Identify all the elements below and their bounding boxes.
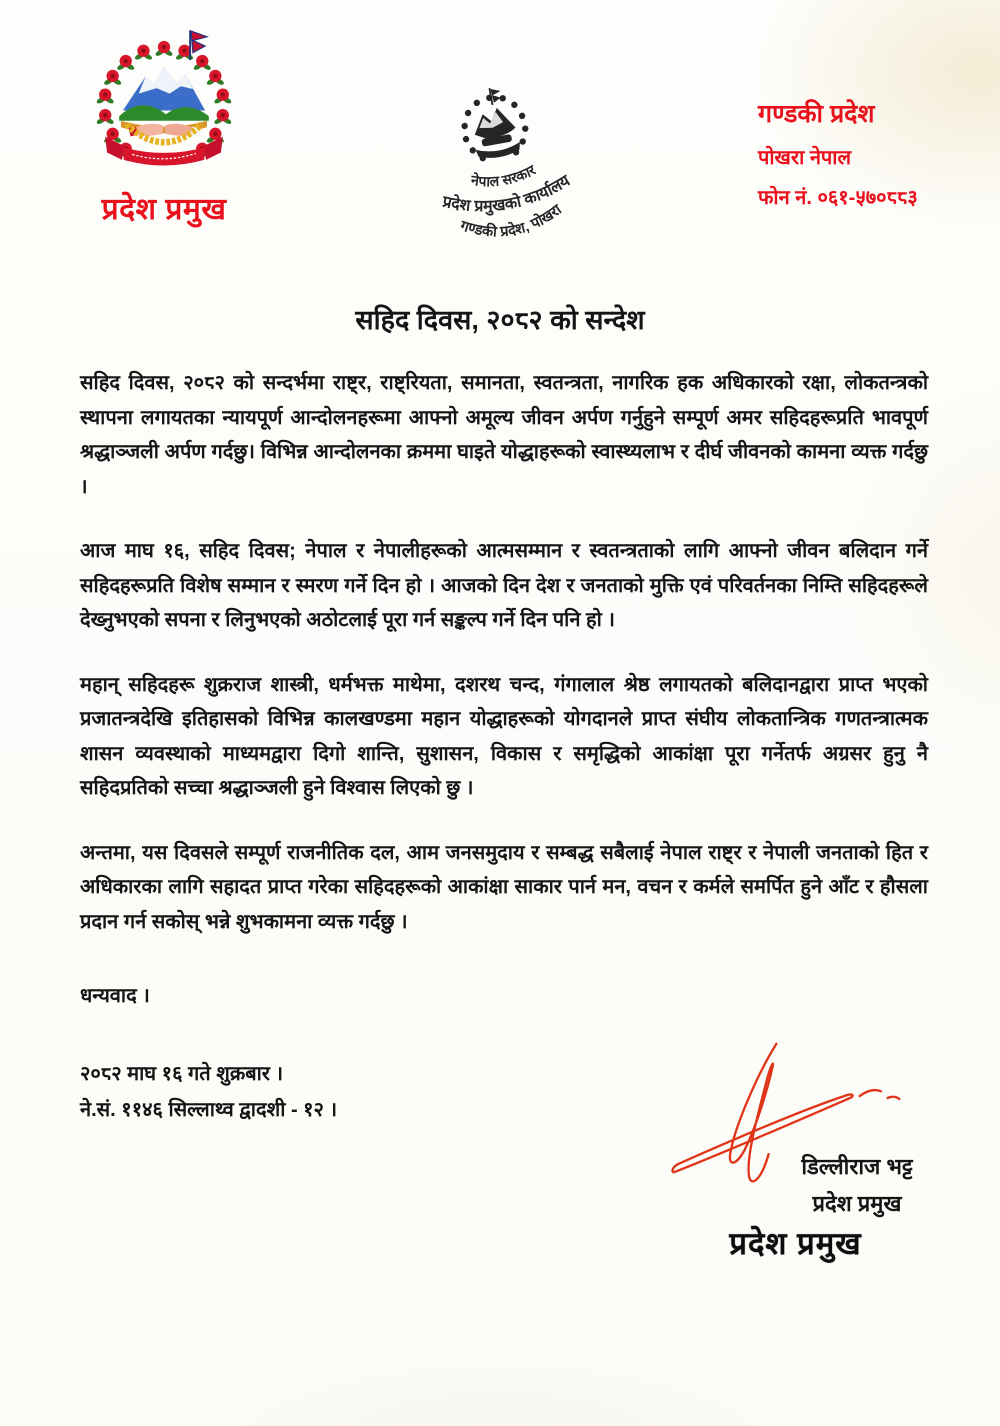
seal-line-1: नेपाल सरकार <box>470 161 539 190</box>
letter-title: सहिद दिवस, २०८२ को सन्देश <box>355 305 645 335</box>
letterhead-logo-block <box>76 28 252 228</box>
paragraph-4: अन्तमा, यस दिवसले सम्पूर्ण राजनीतिक दल, आम जनसमुदाय र सम्बद्ध सबैलाई नेपाल राष्ट्र र नेपाली जनताको हित र अधिकारका लागि सहादत प्राप्त गरेका सहिदहरूको आकांक्षा साकार पार्न मन, वचन र कर्मले समर्पित हुने आँट र हौसला प्रदान गर्न सकोस् भन्ने शुभकामना व्यक्त गर्दछु । <box>80 841 928 933</box>
province-name: गण्डकी प्रदेश <box>758 100 875 128</box>
letter-body <box>80 366 928 1128</box>
office-seal-stamp <box>388 76 616 269</box>
date-ns: ने.सं. ११४६ सिल्लाथ्व द्वादशी - १२ । <box>80 1098 338 1121</box>
phone-number: फोन नं. ०६१-५७०८८३ <box>758 187 918 209</box>
paragraph-1: सहिद दिवस, २०८२ को सन्दर्भमा राष्ट्र, राष्ट्रियता, समानता, स्वतन्त्रता, नागरिक हक अधिकारको रक्षा, लोकतन्त्रको स्थापना लगायतका न्यायपूर्ण आन्दोलनहरूमा आफ्नो अमूल्य जीवन अर्पण गर्नुहुने सम्पूर्ण अमर सहिदहरूप्रति भावपूर्ण श्रद्धाञ्जली अर्पण गर्दछु। विभिन्न आन्दोलनका क्रममा घाइते योद्धाहरूको स्वास्थ्यलाभ र दीर्घ जीवनको कामना व्यक्त गर्दछु । <box>80 372 928 498</box>
seal-line-2: प्रदेश प्रमुखको कार्यालय <box>440 172 574 216</box>
paragraph-3: महान् सहिदहरू शुक्रराज शास्त्री, धर्मभक्त माथेमा, दशरथ चन्द, गंगालाल श्रेष्ठ लगायतको बलिदानद्वारा प्राप्त भएको प्रजातन्त्रदेखि इतिहासको विभिन्न कालखण्डमा महान योद्धाहरूको योगदानले प्राप्त संघीय लोकतान्त्रिक गणतन्त्रात्मक शासन व्यवस्थाको माध्यमद्वारा दिगो शान्ति, सुशासन, विकास र समृद्धिको आकांक्षा पूरा गर्नेतर्फ अग्रसर हुनु नै सहिदप्रतिको सच्चा श्रद्धाञ्जली हुने विश्वास लिएको छु । <box>80 673 928 799</box>
paragraph-2: आज माघ १६, सहिद दिवस; नेपाल र नेपालीहरूको आत्मसम्मान र स्वतन्त्रताको लागि आफ्नो जीवन बलिदान गर्ने सहिदहरूप्रति विशेष सम्मान र स्मरण गर्ने दिन हो । आजको दिन देश र जनताको मुक्ति एवं परिवर्तनका निम्ति सहिदहरूले देख्नुभएको सपना र लिनुभएको अठोटलाई पूरा गर्न सङ्कल्प गर्ने दिन पनि हो । <box>80 540 928 631</box>
seal-line-3: गण्डकी प्रदेश, पोखरा <box>458 201 565 241</box>
logo-label: प्रदेश प्रमुख <box>101 193 227 226</box>
date-bs: २०८२ माघ १६ गते शुक्रबार । <box>80 1062 284 1085</box>
office-seal-icon <box>388 76 616 264</box>
designation-stamp: प्रदेश प्रमुख <box>729 1226 862 1261</box>
signatory-name: डिल्लीराज भट्ट <box>801 1154 913 1179</box>
svg-text:नेपाल सरकार <box>466 160 540 194</box>
city-name: पोखरा नेपाल <box>758 147 852 169</box>
nepal-emblem-icon <box>80 28 248 178</box>
closing-thanks: धन्यवाद । <box>80 985 150 1007</box>
letterhead-address-block <box>758 96 918 210</box>
signatory-block <box>752 1148 962 1222</box>
signatory-title: प्रदेश प्रमुख <box>812 1191 902 1216</box>
